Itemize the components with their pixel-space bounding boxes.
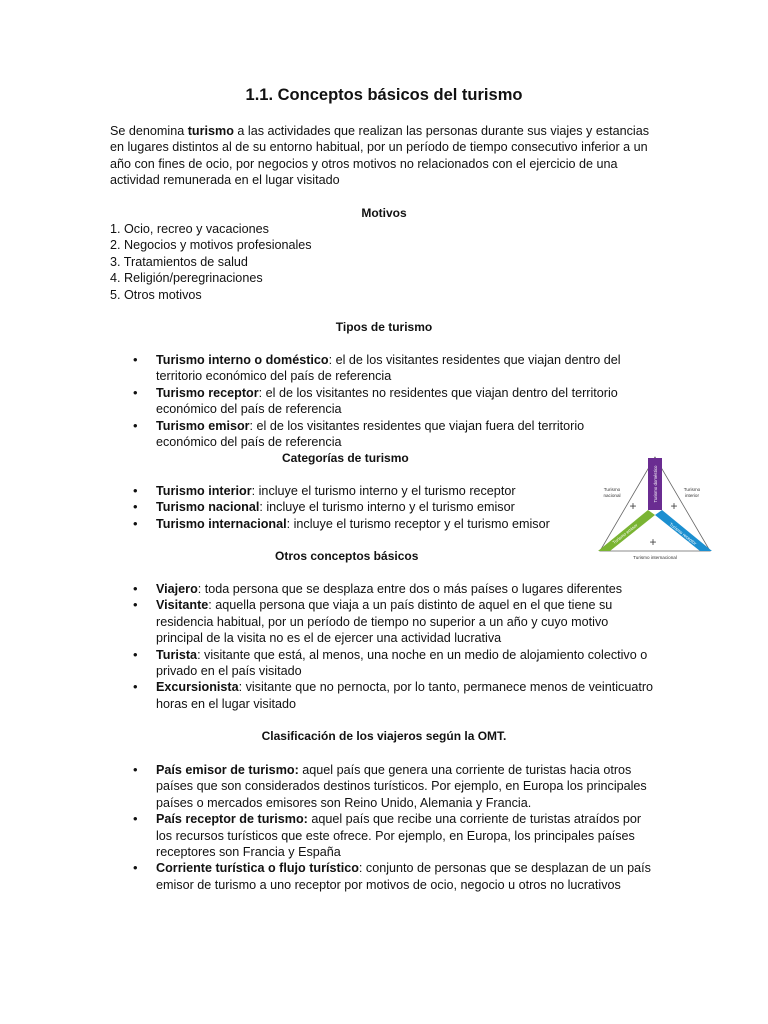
item-desc: aquel país que recibe una corriente de turistas atraídos por los recursos turísticos que este ofrece. Por ejemplo, en Europa, los principales países receptores son Francia y España [156, 812, 642, 860]
item-term: Turismo nacional [156, 500, 260, 515]
band-domestic-label: Turismo doméstico [653, 465, 658, 503]
list-item [156, 581, 656, 597]
page-title: 1.1. Conceptos básicos del turismo [245, 86, 523, 104]
list-item [156, 762, 656, 811]
item-desc: : incluye el turismo interno y el turismo emisor [259, 500, 515, 515]
list-item [156, 647, 656, 680]
item-term: País emisor de turismo: [156, 763, 299, 777]
item-term: País receptor de turismo: [156, 812, 308, 827]
item-term: Turismo interior [156, 484, 252, 498]
list-item [156, 352, 646, 385]
band-emisor-label: Turismo emisor [611, 522, 639, 546]
tipos-heading: Tipos de turismo [335, 320, 433, 334]
item-desc: : incluye el turismo interno y el turismo receptor [251, 484, 516, 498]
intro-text-before: Se denomina [110, 124, 188, 138]
tipos-list [156, 352, 646, 450]
otros-list [156, 581, 656, 712]
list-item: 3. Tratamientos de salud [110, 254, 248, 269]
item-term: Turista [156, 647, 198, 662]
categorias-list [156, 483, 586, 532]
tourism-types-diagram [596, 455, 714, 563]
list-item [156, 597, 656, 646]
item-desc: aquel país que genera una corriente de turistas hacia otros países que son considerados destinos turísticos. Por ejemplo, en Europa los principales países o mercados emisores son Reino Unido, Alemania y Francia. [156, 763, 647, 810]
plus-sign-right: + [670, 499, 678, 513]
label-nacional-2: nacional [603, 493, 621, 498]
list-item [156, 385, 646, 418]
list-item: 1. Ocio, recreo y vacaciones [110, 222, 269, 236]
item-desc: : toda persona que se desplaza entre dos o más países o lugares diferentes [197, 582, 623, 596]
item-term: Corriente turística o flujo turístico [156, 861, 359, 876]
plus-sign-left: + [629, 499, 637, 513]
label-nacional-1: Turismo [603, 487, 621, 492]
intro-paragraph [110, 123, 662, 189]
plus-sign-bottom: + [649, 535, 657, 549]
item-desc: : el de los visitantes residentes que viajan fuera del territorio económico del país de referencia [156, 418, 585, 450]
list-item: 4. Religión/peregrinaciones [110, 271, 263, 286]
clasificacion-list [156, 762, 656, 893]
list-item [156, 811, 656, 860]
list-item: 5. Otros motivos [110, 287, 202, 302]
clasificacion-heading: Clasificación de los viajeros según la OMT. [261, 729, 507, 743]
item-term: Turismo interno o doméstico [156, 353, 329, 367]
list-item: 2. Negocios y motivos profesionales [110, 238, 312, 253]
item-term: Visitante [156, 598, 209, 613]
label-interior-1: Turismo [683, 487, 701, 492]
item-desc: : el de los visitantes residentes que viajan dentro del territorio económico del país de referencia [156, 353, 621, 384]
list-item [156, 860, 656, 893]
label-interior-2: interior [684, 493, 700, 498]
label-internacional: Turismo internacional [633, 555, 677, 560]
item-desc: : incluye el turismo receptor y el turismo emisor [286, 516, 550, 531]
band-receptor-label: Turismo receptor [668, 521, 698, 546]
intro-term: turismo [187, 124, 234, 138]
list-item [156, 483, 586, 499]
item-desc: : visitante que no pernocta, por lo tanto, permanece menos de veinticuatro horas en el lugar visitado [156, 680, 654, 711]
item-desc: : conjunto de personas que se desplazan de un país emisor de turismo a uno receptor por motivos de ocio, negocio u otros no lucrativos [156, 861, 651, 892]
item-desc: : aquella persona que viaja a un país distinto de aquel en el que tiene su residencia habitual, por un período de tiempo no superior a un año y cuyo motivo principal de la visita no es el de ejercer una actividad lucrativa [156, 598, 613, 646]
otros-heading: Otros conceptos básicos [275, 549, 419, 563]
motivos-heading: Motivos [361, 206, 407, 220]
item-term: Viajero [156, 582, 198, 596]
item-term: Turismo emisor [156, 418, 250, 433]
item-term: Excursionista [156, 680, 239, 695]
item-term: Turismo receptor [156, 385, 259, 400]
item-desc: : el de los visitantes no residentes que viajan dentro del territorio económico del país de referencia [156, 385, 618, 417]
list-item [156, 516, 586, 532]
intro-text-after: a las actividades que realizan las personas durante sus viajes y estancias en lugares distintos al de su entorno habitual, por un período de tiempo consecutivo inferior a un año con fines de ocio, por negocios y otros motivos no relacionados con el ejercicio de una actividad remunerada en el lugar visitado [110, 124, 650, 188]
list-item [156, 679, 656, 712]
item-desc: : visitante que está, al menos, una noche en un medio de alojamiento colectivo o privado en el país visitado [156, 647, 648, 679]
item-term: Turismo internacional [156, 516, 287, 531]
list-item [156, 499, 586, 515]
categorias-heading: Categorías de turismo [282, 451, 409, 465]
motivos-list [110, 221, 312, 303]
list-item [156, 418, 646, 451]
